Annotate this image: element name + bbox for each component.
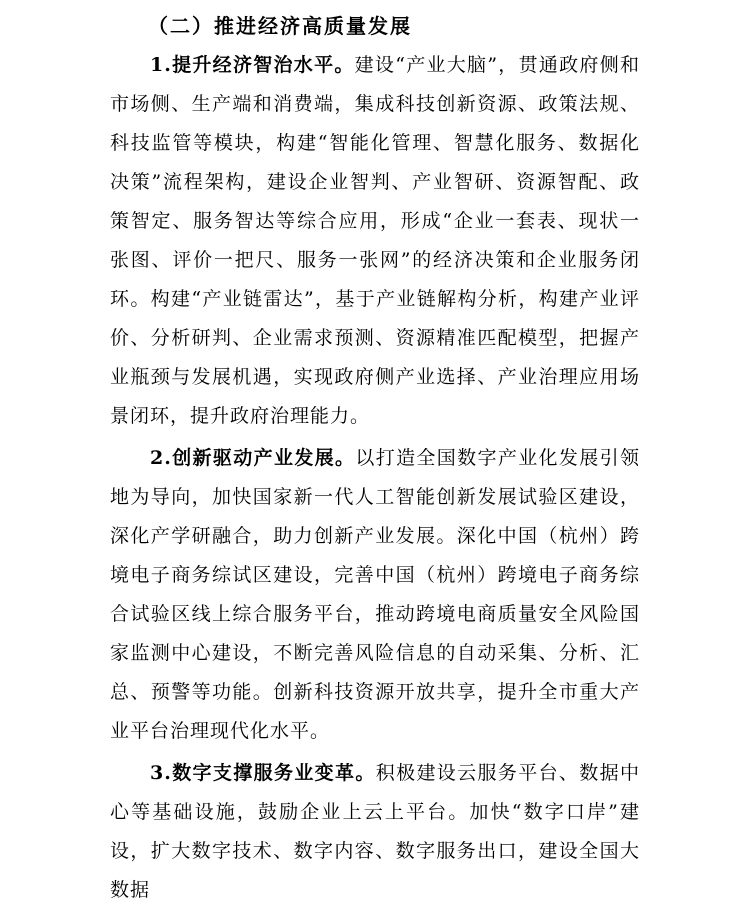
paragraph-lead: 3.数字支撑服务业变革。: [150, 762, 376, 784]
paragraph-digital-services: [110, 754, 640, 910]
paragraph-body: 建设“产业大脑”，贯通政府侧和市场侧、生产端和消费端，集成科技创新资源、政策法规、科技监管等模块，构建“智能化管理、智慧化服务、数据化决策”流程架构，建设企业智判、产业智研、资源智配、政策智定、服务智达等综合应用，形成“企业一套表、现状一张图、评价一把尺、服务一张网”的经济决策和企业服务闭环。构建“产业链雷达”，基于产业链解构分析，构建产业评价、分析研判、企业需求预测、资源精准匹配模型，把握产业瓶颈与发展机遇，实现政府侧产业选择、产业治理应用场景闭环，提升政府治理能力。: [110, 54, 640, 427]
paragraph-lead: 2.创新驱动产业发展。: [150, 447, 356, 469]
section-heading: （二）推进经济高质量发展: [148, 14, 412, 38]
paragraph-body: 以打造全国数字产业化发展引领地为导向，加快国家新一代人工智能创新发展试验区建设，深化产学研融合，助力创新产业发展。深化中国（杭州）跨境电子商务综试区建设，完善中国（杭州）跨境电子商务综合试验区线上综合服务平台，推动跨境电商质量安全风险国家监测中心建设，不断完善风险信息的自动采集、分析、汇总、预警等功能。创新科技资源开放共享，提升全市重大产业平台治理现代化水平。: [110, 447, 640, 742]
paragraph-body: 积极建设云服务平台、数据中心等基础设施，鼓励企业上云上平台。加快“数字口岸”建设，扩大数字技术、数字内容、数字服务出口，建设全国大数据: [110, 762, 640, 901]
paragraph-innovation-driven: [110, 439, 640, 751]
paragraph-economic-governance: [110, 46, 640, 436]
paragraph-lead: 1.提升经济智治水平。: [150, 54, 355, 76]
